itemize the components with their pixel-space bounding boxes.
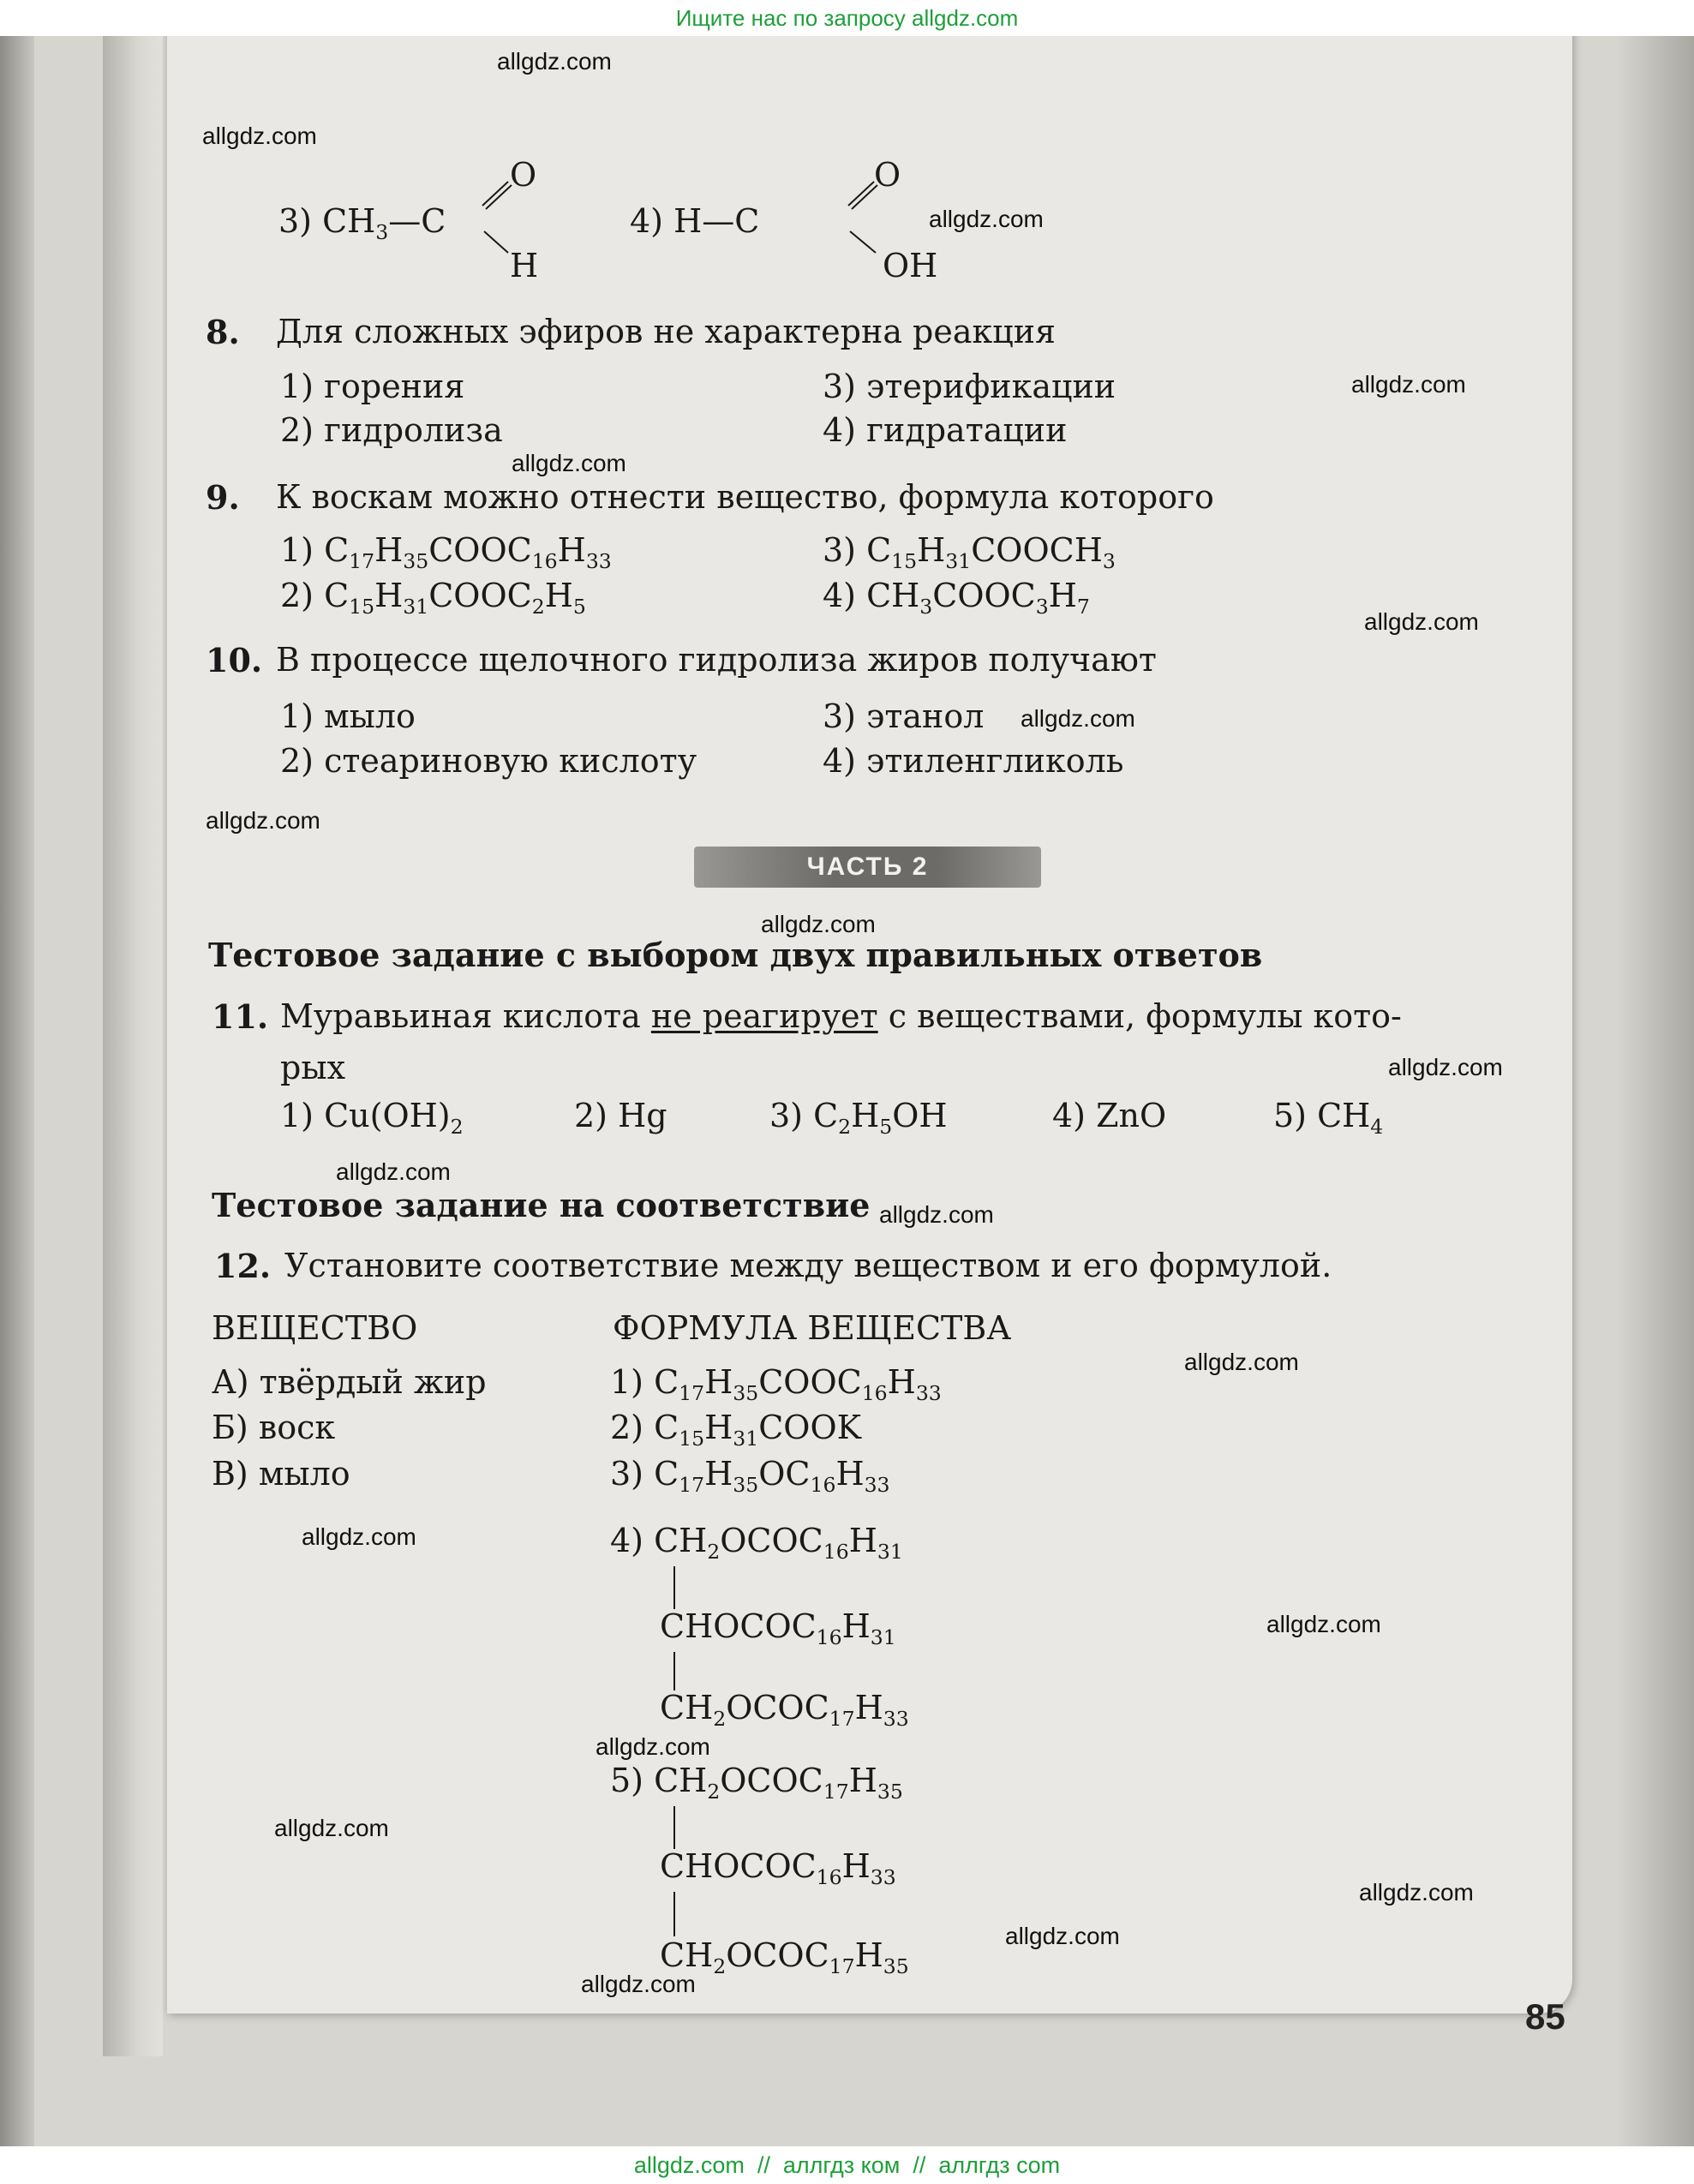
- watermark: allgdz.com: [274, 1815, 389, 1841]
- q7-bonds-3: [476, 171, 518, 266]
- watermark: allgdz.com: [929, 206, 1044, 232]
- column-header-formula: ФОРМУЛА ВЕЩЕСТВА: [613, 1309, 1012, 1347]
- watermark: allgdz.com: [581, 1971, 696, 1997]
- book-gutter: [103, 0, 163, 2056]
- page-edge-shadow: [0, 0, 34, 2184]
- watermark: allgdz.com: [202, 123, 317, 149]
- watermark: allgdz.com: [1184, 1349, 1299, 1375]
- watermark: allgdz.com: [206, 807, 320, 834]
- bond-line: [673, 1806, 675, 1849]
- bottom-banner: [0, 2146, 1694, 2184]
- section-heading-matching: Тестовое задание на соответствие: [212, 1186, 871, 1224]
- watermark: allgdz.com: [1021, 705, 1135, 732]
- page-edge-shadow-right: [1617, 0, 1694, 2184]
- bond-line: [673, 1892, 675, 1936]
- watermark: allgdz.com: [512, 450, 626, 476]
- watermark: allgdz.com: [1364, 608, 1479, 635]
- column-header-substance: ВЕЩЕСТВО: [212, 1309, 418, 1347]
- section-heading-two-answers: Тестовое задание с выбором двух правильных ответов: [208, 936, 1263, 974]
- watermark: allgdz.com: [497, 48, 612, 75]
- watermark: allgdz.com: [1388, 1054, 1503, 1080]
- watermark: allgdz.com: [1266, 1611, 1381, 1637]
- watermark: allgdz.com: [302, 1523, 416, 1550]
- watermark: allgdz.com: [1005, 1923, 1120, 1949]
- bond-line: [673, 1652, 675, 1690]
- part-2-header: ЧАСТЬ 2: [694, 847, 1041, 888]
- watermark: allgdz.com: [596, 1733, 710, 1760]
- watermark: allgdz.com: [1351, 371, 1466, 398]
- watermark: allgdz.com: [336, 1158, 451, 1185]
- bond-line: [673, 1566, 675, 1609]
- top-banner-text: Ищите нас по запросу allgdz.com: [675, 5, 1019, 31]
- watermark: allgdz.com: [761, 911, 876, 937]
- bottom-banner-text: allgdz.com // аллгдз ком // аллгдз com: [633, 2152, 1061, 2178]
- watermark: allgdz.com: [1359, 1879, 1474, 1906]
- page-number: 85: [1525, 1996, 1565, 2037]
- watermark: allgdz.com: [879, 1201, 994, 1228]
- q7-bonds-4: [841, 171, 884, 266]
- top-banner: [0, 0, 1694, 36]
